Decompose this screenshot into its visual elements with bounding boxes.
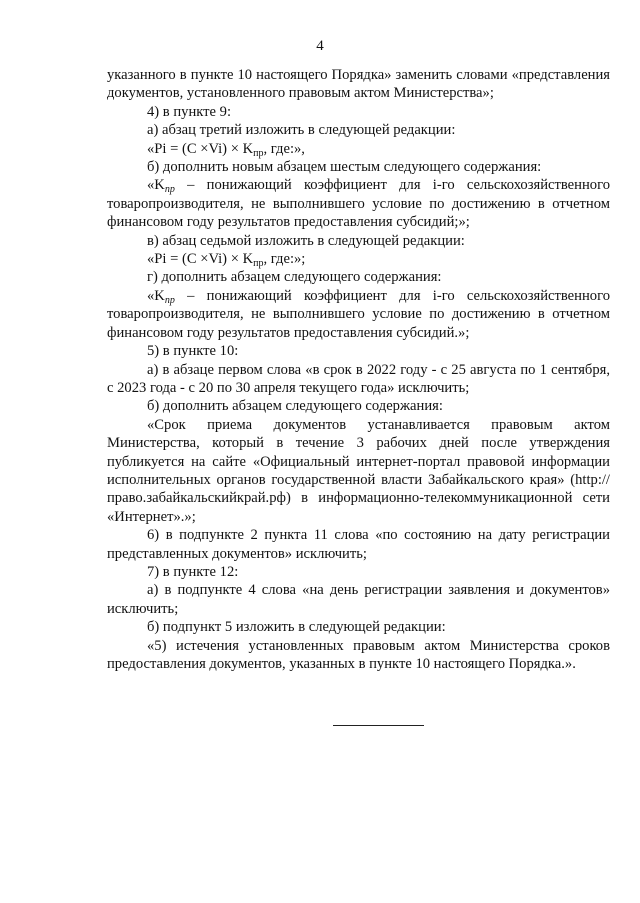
formula-text: «Pi = (C ×Vi) × K — [147, 251, 254, 268]
formula-text: «Pi = (C ×Vi) × K — [147, 140, 254, 157]
formula-paragraph — [107, 250, 610, 268]
definition-text: – понижающий коэффициент для i-го сельскохозяйственного товаропроизводителя, не выполнившего условие по достижению в отчетном финансовом году результатов предоставления субсидий;»; — [107, 177, 610, 231]
formula-subscript: пр — [253, 147, 264, 159]
paragraph: «5) истечения установленных правовым актом Министерства сроков предоставления документов, указанных в пункте 10 настоящего Порядка.». — [107, 637, 610, 672]
page-number: 4 — [316, 38, 324, 54]
document-body — [107, 66, 610, 673]
definition-subscript: пр — [164, 184, 175, 196]
end-separator-line — [333, 725, 424, 726]
definition-text: – понижающий коэффициент для i-го сельскохозяйственного товаропроизводителя, не выполнившего условие по достижению в отчетном финансовом году результатов предоставления субсидий.»; — [107, 287, 610, 341]
paragraph: б) подпункт 5 изложить в следующей редакции: — [147, 619, 446, 636]
definition-symbol: «K — [147, 287, 165, 304]
paragraph: б) дополнить абзацем следующего содержания: — [147, 398, 443, 415]
paragraph: 4) в пункте 9: — [147, 103, 232, 120]
definition-subscript: пр — [164, 294, 175, 306]
paragraph: в) абзац седьмой изложить в следующей редакции: — [147, 232, 465, 249]
paragraph: указанного в пункте 10 настоящего Порядка» заменить словами «представления документов, установленного правовым актом Министерства»; — [107, 67, 610, 102]
paragraph: г) дополнить абзацем следующего содержания: — [147, 269, 442, 286]
paragraph: а) в абзаце первом слова «в срок в 2022 году - с 25 августа по 1 сентября, с 2023 года - с 20 по 30 апреля текущего года» исключить; — [107, 361, 610, 396]
paragraph: «Срок приема документов устанавливается правовым актом Министерства, который в течение 3 рабочих дней после утверждения публикуется на сайте «Официальный интернет-портал правовой информации исполнительных органов государственной власти Забайкальского края» (http://право.забайкальскийкрай.рф) в информационно-телекоммуникационной сети «Интернет».»; — [107, 416, 610, 525]
paragraph: 5) в пункте 10: — [147, 343, 239, 360]
paragraph: а) в подпункте 4 слова «на день регистрации заявления и документов» исключить; — [107, 582, 610, 617]
definition-symbol: «K — [147, 177, 165, 194]
formula-subscript: пр — [253, 258, 264, 270]
paragraph: 6) в подпункте 2 пункта 11 слова «по состоянию на дату регистрации представленных документов» исключить; — [107, 527, 610, 562]
formula-tail: , где:», — [263, 140, 305, 157]
paragraph: 7) в пункте 12: — [147, 563, 239, 580]
definition-paragraph — [107, 176, 610, 231]
definition-paragraph — [107, 287, 610, 342]
formula-tail: , где:»; — [263, 251, 306, 268]
formula-paragraph — [107, 140, 610, 158]
paragraph: а) абзац третий изложить в следующей редакции: — [147, 122, 456, 139]
paragraph: б) дополнить новым абзацем шестым следующего содержания: — [147, 159, 542, 176]
